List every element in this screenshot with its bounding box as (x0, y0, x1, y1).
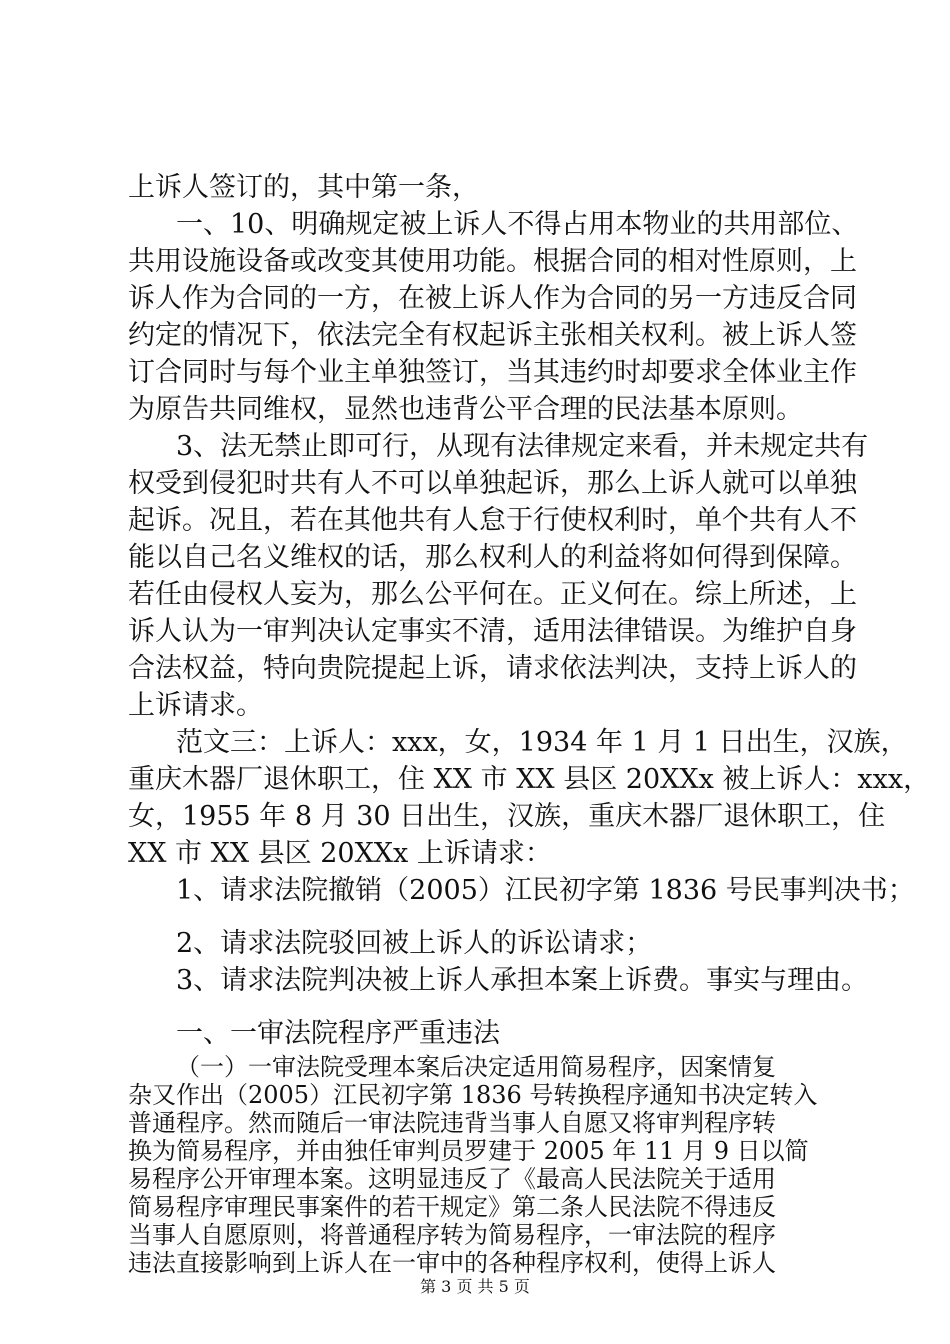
text-line: XX 市 XX 县区 20XXx 上诉请求： (128, 838, 552, 869)
text-line: 换为简易程序，并由独任审判员罗建于 2005 年 11 月 9 日以简 (128, 1137, 809, 1165)
page-footer: 第 3 页 共 5 页 (420, 1277, 530, 1296)
text-line: 1、请求法院撤销（2005）江民初字第 1836 号民事判决书； (176, 875, 915, 906)
text-line: （一）一审法院受理本案后决定适用简易程序，因案情复 (176, 1053, 776, 1081)
text-line: 诉人认为一审判决认定事实不清，适用法律错误。为维护自身 (128, 616, 857, 647)
text-line: 简易程序审理民事案件的若干规定》第二条人民法院不得违反 (128, 1193, 776, 1221)
text-line: 杂又作出（2005）江民初字第 1836 号转换程序通知书决定转入 (128, 1081, 818, 1109)
section-heading: 一、一审法院程序严重违法 (176, 1018, 500, 1049)
text-line: 能以自己名义维权的话，那么权利人的利益将如何得到保障。 (128, 542, 857, 573)
text-line: 违法直接影响到上诉人在一审中的各种程序权利，使得上诉人 (128, 1249, 776, 1277)
text-line: 起诉。况且，若在其他共有人怠于行使权利时，单个共有人不 (128, 505, 857, 536)
text-line: 3、法无禁止即可行，从现有法律规定来看，并未规定共有 (176, 431, 869, 462)
text-line: 若任由侵权人妄为，那么公平何在。正义何在。综上所述，上 (128, 579, 857, 610)
text-line: 范文三：上诉人：xxx，女，1934 年 1 月 1 日出生，汉族， (176, 727, 908, 758)
text-line: 合法权益，特向贵院提起上诉，请求依法判决，支持上诉人的 (128, 653, 857, 684)
text-line: 一、10、明确规定被上诉人不得占用本物业的共用部位、 (176, 209, 859, 240)
text-line: 上诉请求。 (128, 690, 263, 721)
text-line: 普通程序。然而随后一审法院违背当事人自愿又将审判程序转 (128, 1109, 776, 1137)
text-line: 诉人作为合同的一方，在被上诉人作为合同的另一方违反合同 (128, 283, 857, 314)
text-line: 3、请求法院判决被上诉人承担本案上诉费。事实与理由。 (176, 965, 869, 996)
text-line: 订合同时与每个业主单独签订，当其违约时却要求全体业主作 (128, 357, 857, 388)
text-line: 当事人自愿原则，将普通程序转为简易程序，一审法院的程序 (128, 1221, 776, 1249)
text-line: 权受到侵犯时共有人不可以单独起诉，那么上诉人就可以单独 (128, 468, 857, 499)
text-line: 约定的情况下，依法完全有权起诉主张相关权利。被上诉人签 (128, 320, 857, 351)
text-line: 2、请求法院驳回被上诉人的诉讼请求； (176, 928, 653, 959)
text-line: 共用设施设备或改变其使用功能。根据合同的相对性原则，上 (128, 246, 857, 277)
text-line: 女，1955 年 8 月 30 日出生，汉族，重庆木器厂退休职工，住 (128, 801, 886, 832)
text-line: 为原告共同维权，显然也违背公平合理的民法基本原则。 (128, 394, 803, 425)
text-line: 重庆木器厂退休职工，住 XX 市 XX 县区 20XXx 被上诉人：xxx， (128, 764, 931, 795)
text-line: 易程序公开审理本案。这明显违反了《最高人民法院关于适用 (128, 1165, 776, 1193)
text-line: 上诉人签订的，其中第一条， (128, 172, 479, 203)
